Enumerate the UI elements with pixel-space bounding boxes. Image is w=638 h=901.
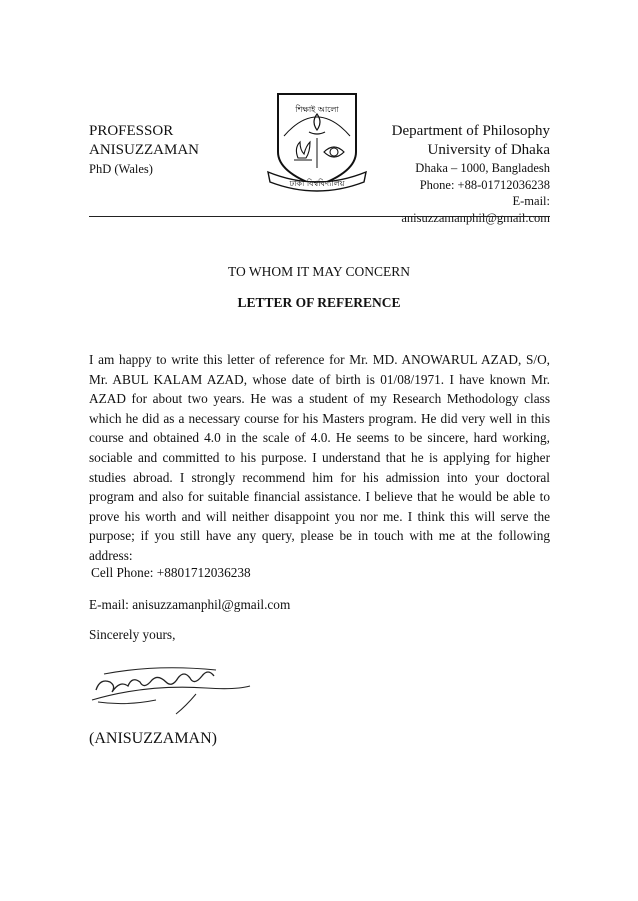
letter-title: LETTER OF REFERENCE (237, 295, 401, 310)
sender-degree: PhD (Wales) (89, 162, 153, 176)
cell-phone: Cell Phone: +8801712036238 (91, 565, 251, 580)
department-address: Dhaka – 1000, Bangladesh (415, 161, 550, 175)
sender-name: ANISUZZAMAN (89, 142, 199, 158)
department-name: Department of Philosophy (391, 123, 550, 139)
header-divider (89, 216, 550, 217)
closing: Sincerely yours, (89, 627, 176, 642)
department-email: anisuzzamanphil@gmail.com (401, 210, 550, 225)
sender-block (89, 122, 199, 179)
university-name: University of Dhaka (427, 142, 550, 158)
letter-body: I am happy to write this letter of reference for Mr. MD. ANOWARUL AZAD, S/O, Mr. ABUL KALAM AZAD, whose date of birth is 01/08/1971. I have known Mr. AZAD for about two years. He was a student of my Research Methodology class which he did as a necessary course for his Masters program. He did very well in this course and obtained 4.0 in the scale of 4.0. He seems to be sincere, hard working, sociable and committed to his purpose. I understand that he is applying for higher studies abroad. I strongly recommend him for his admission into your doctoral program and also for suitable financial assistance. I believe that he would be able to prove his worth and will neither disappoint you nor me. I think this will serve the purpose; if you still have any query, please be in touch with me at the following address: (89, 352, 550, 563)
salutation: TO WHOM IT MAY CONCERN (227, 264, 411, 279)
university-logo (264, 92, 370, 196)
signatory-name: (ANISUZZAMAN) (89, 730, 217, 747)
sender-title: PROFESSOR (89, 123, 174, 139)
department-email-label: E-mail: (512, 194, 550, 208)
logo-motto: শিক্ষাই আলো (295, 105, 339, 114)
department-block (392, 122, 550, 226)
handwritten-signature (86, 656, 256, 718)
department-phone: Phone: +88-01712036238 (419, 177, 550, 192)
logo-banner-text: ঢাকা বিশ্ববিদ্যালয় (289, 179, 345, 188)
contact-email: E-mail: anisuzzamanphil@gmail.com (89, 597, 291, 612)
